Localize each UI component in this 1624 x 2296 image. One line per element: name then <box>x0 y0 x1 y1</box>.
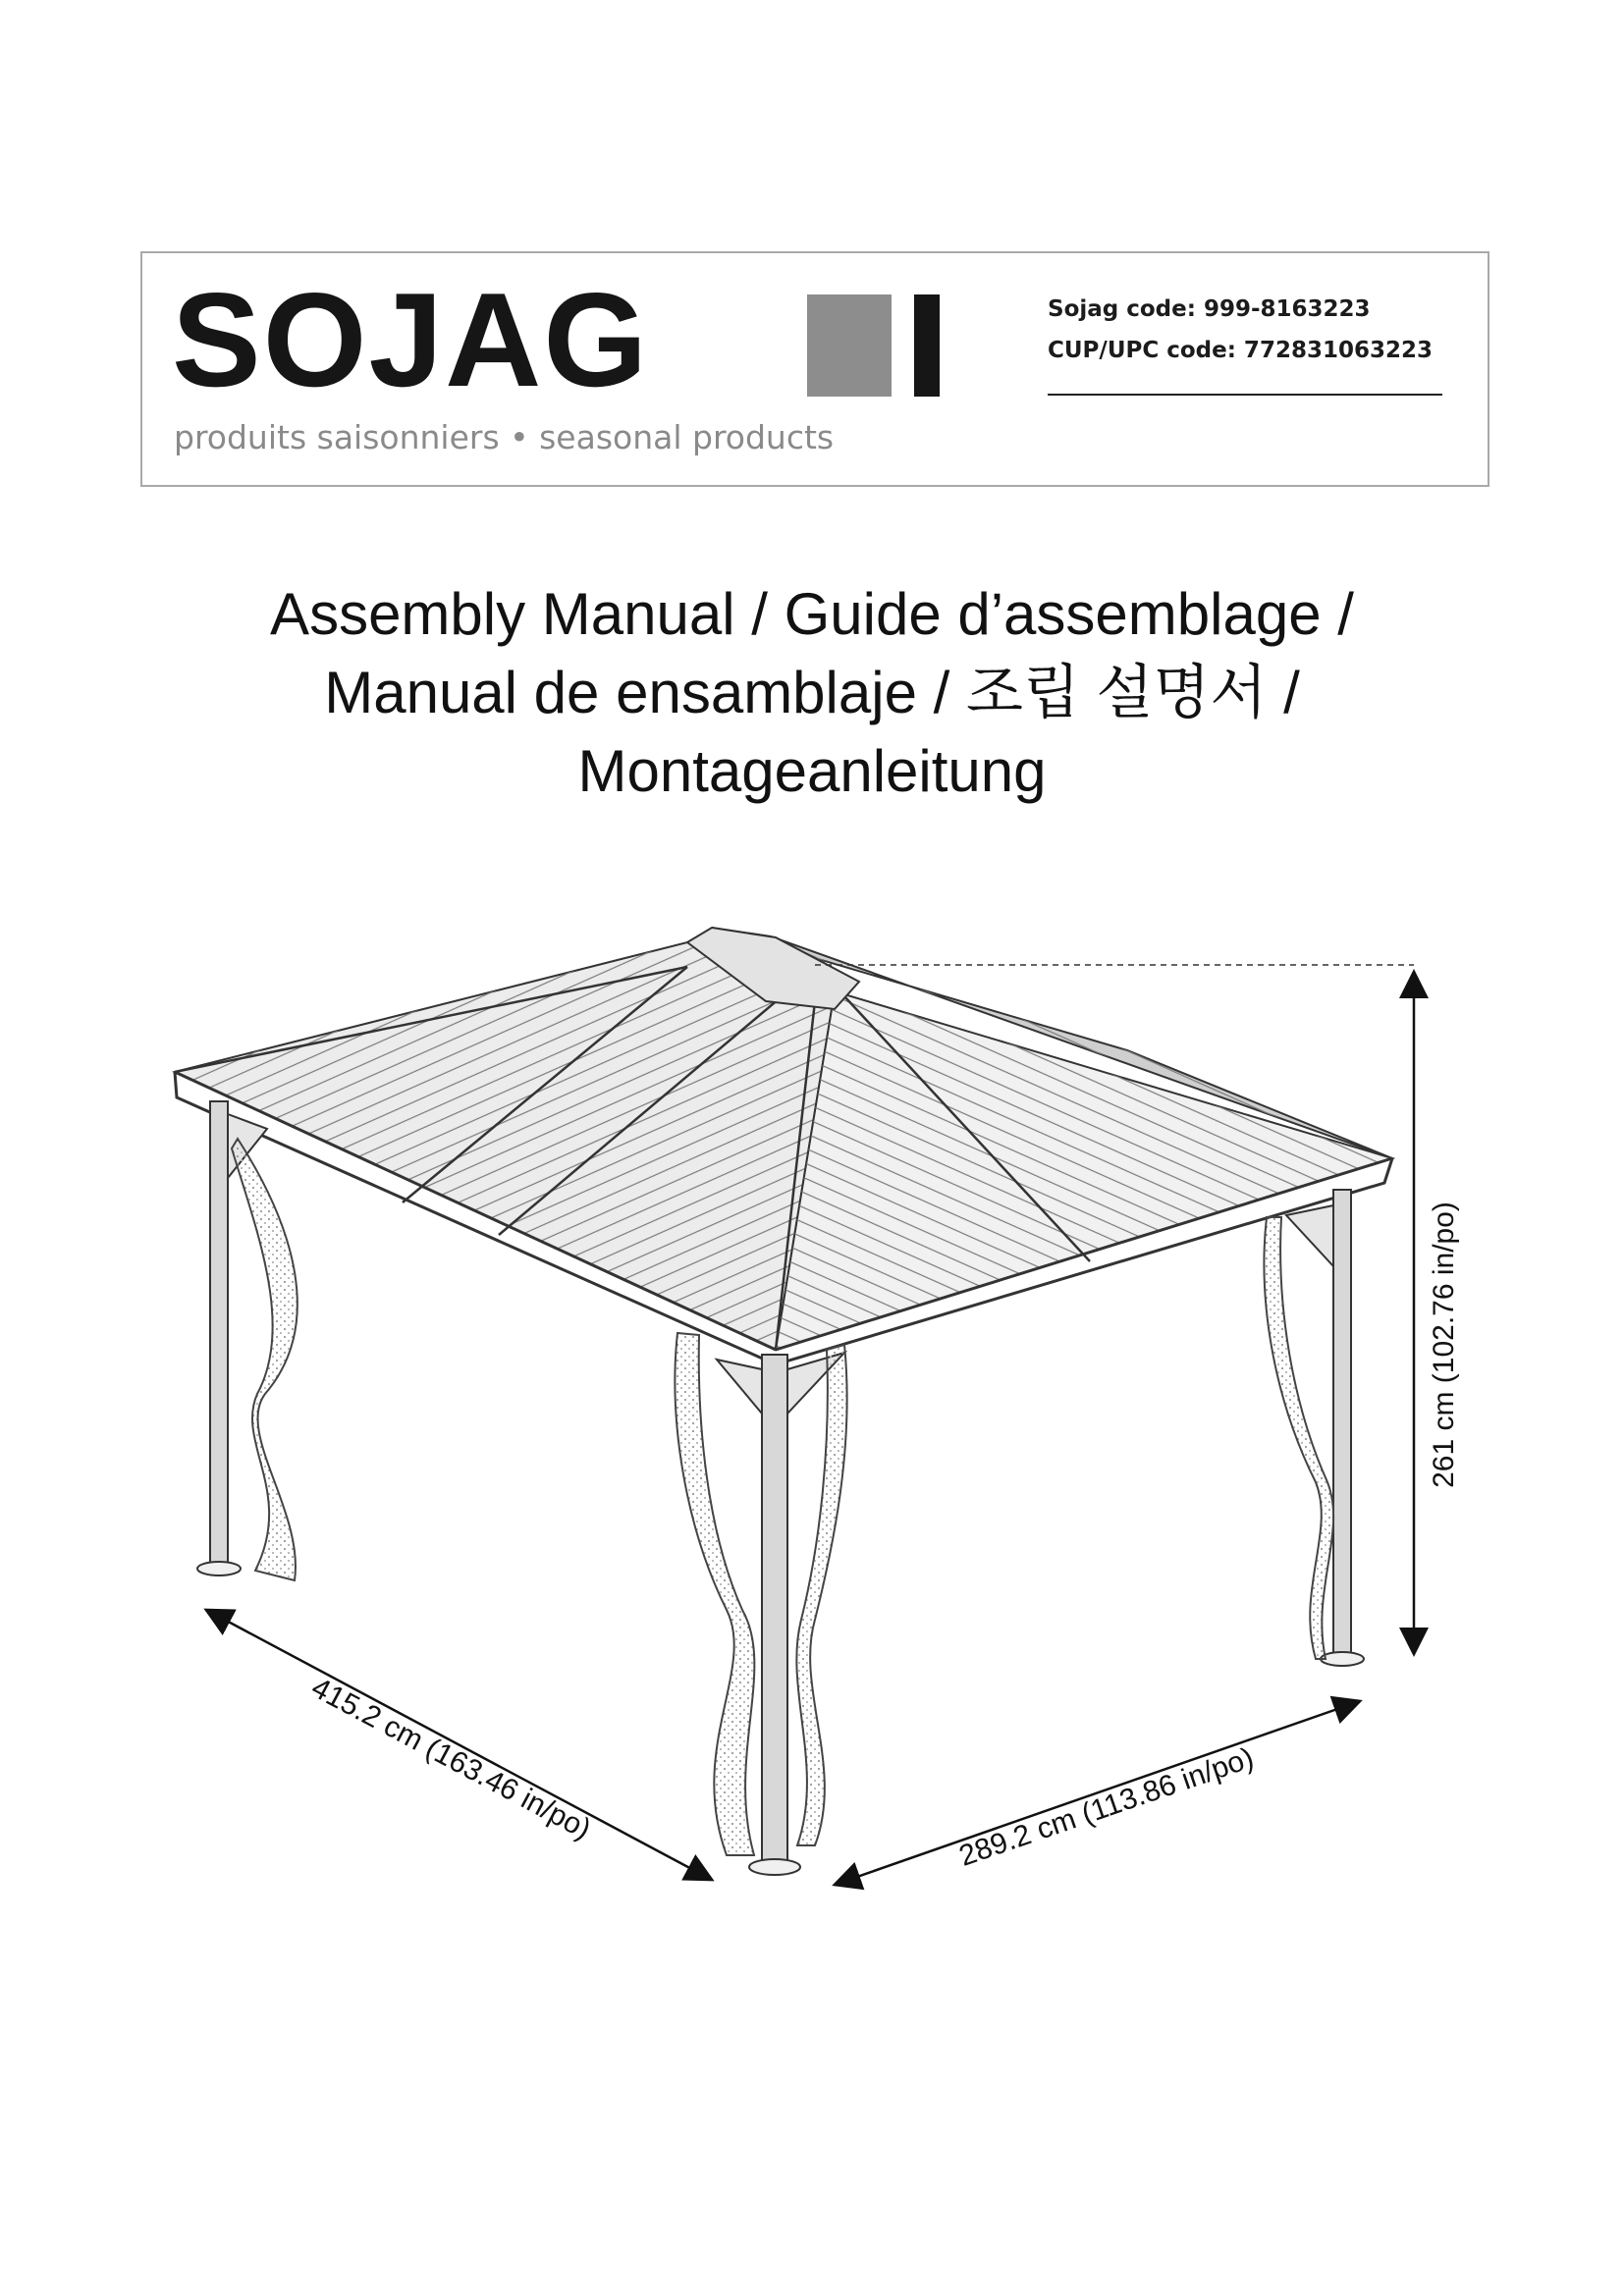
title-line-3: Montageanleitung <box>577 738 1047 804</box>
logo-tagline: produits saisonniers • seasonal products <box>174 418 835 456</box>
curtain-right <box>1264 1217 1333 1659</box>
length-dimension-label: 415.2 cm (163.46 in/po) <box>305 1671 597 1846</box>
upc-code: CUP/UPC code: 772831063223 <box>1048 338 1433 363</box>
width-dimension-label: 289.2 cm (113.86 in/po) <box>954 1741 1259 1873</box>
length-dimension <box>206 1610 712 1880</box>
sojag-code: Sojag code: 999-8163223 <box>1048 296 1371 322</box>
curtain-front-left <box>675 1333 754 1855</box>
curtain-front-right <box>796 1345 846 1845</box>
curtain-left <box>232 1139 298 1580</box>
brand-logo: SOJAG <box>172 265 650 414</box>
title-line-2: Manual de ensamblaje / 조립 설명서 / <box>324 660 1300 725</box>
width-dimension <box>835 1701 1360 1885</box>
height-dimension-label: 261 cm (102.76 in/po) <box>1428 1201 1460 1488</box>
title-line-1: Assembly Manual / Guide d’assemblage / <box>270 581 1354 647</box>
